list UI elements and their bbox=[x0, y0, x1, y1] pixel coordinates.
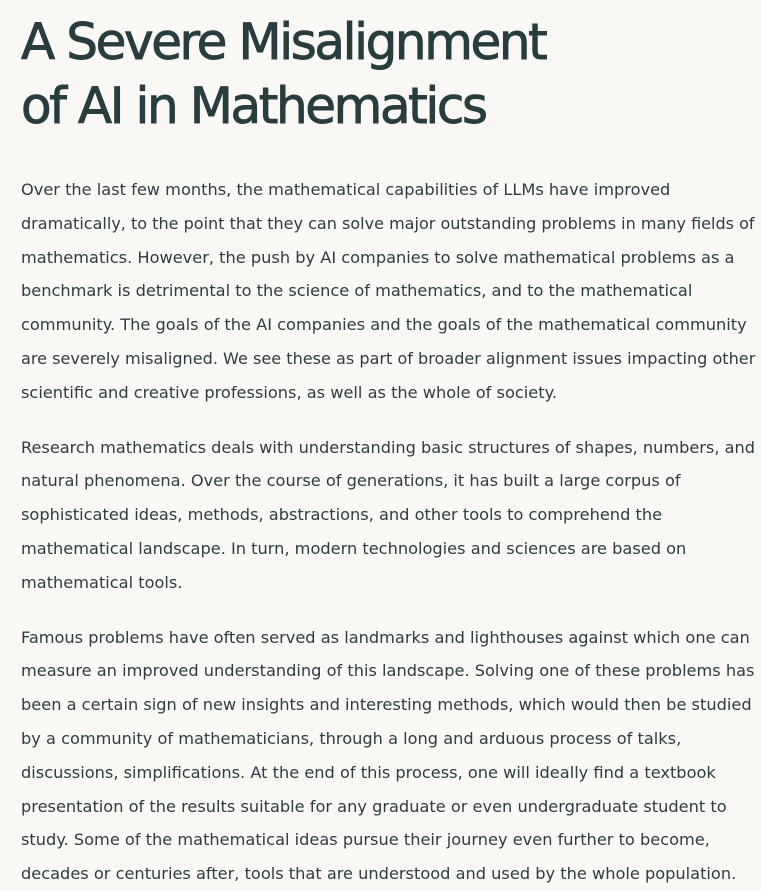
text-line: measure an improved understanding of this landscape. Solving one of these problems has bbox=[21, 661, 755, 681]
text-line: benchmark is detrimental to the science of mathematics, and to the mathematical bbox=[21, 281, 693, 301]
text-line: natural phenomena. Over the course of generations, it has built a large corpus of bbox=[21, 471, 681, 491]
text-line: scientific and creative professions, as well as the whole of society. bbox=[21, 382, 557, 402]
text-line: Over the last few months, the mathematical capabilities of LLMs have improved bbox=[21, 180, 671, 199]
text-line: community. The goals of the AI companies and the goals of the mathematical community bbox=[21, 315, 747, 335]
paragraph-3 bbox=[21, 621, 761, 891]
text-line: mathematical tools. bbox=[21, 572, 183, 592]
text-line: dramatically, to the point that they can solve major outstanding problems in many fields of bbox=[21, 213, 755, 233]
article-title bbox=[21, 10, 761, 138]
text-line: sophisticated ideas, methods, abstractions, and other tools to comprehend the bbox=[21, 505, 663, 525]
text-line: study. Some of the mathematical ideas pursue their journey even further to become, bbox=[21, 830, 710, 850]
title-line: A Severe Misalignment bbox=[21, 13, 546, 71]
article-body bbox=[21, 173, 761, 891]
text-line: Research mathematics deals with understanding basic structures of shapes, numbers, and bbox=[21, 437, 755, 457]
text-line: presentation of the results suitable for any graduate or even undergraduate student to bbox=[21, 796, 727, 816]
text-line: discussions, simplifications. At the end of this process, one will ideally find a textbook bbox=[21, 762, 716, 782]
text-line: mathematical landscape. In turn, modern technologies and sciences are based on bbox=[21, 538, 687, 558]
text-line: decades or centuries after, tools that are understood and used by the whole population. bbox=[21, 864, 737, 884]
title-line: of AI in Mathematics bbox=[21, 77, 486, 135]
text-line: mathematics. However, the push by AI companies to solve mathematical problems as a bbox=[21, 247, 735, 267]
text-line: been a certain sign of new insights and interesting methods, which would then be studied bbox=[21, 695, 752, 715]
paragraph-2 bbox=[21, 431, 761, 600]
text-line: by a community of mathematicians, through a long and arduous process of talks, bbox=[21, 728, 682, 748]
text-line: are severely misaligned. We see these as part of broader alignment issues impacting other bbox=[21, 348, 756, 368]
paragraph-1 bbox=[21, 173, 761, 410]
text-line: Famous problems have often served as landmarks and lighthouses against which one can bbox=[21, 627, 750, 647]
